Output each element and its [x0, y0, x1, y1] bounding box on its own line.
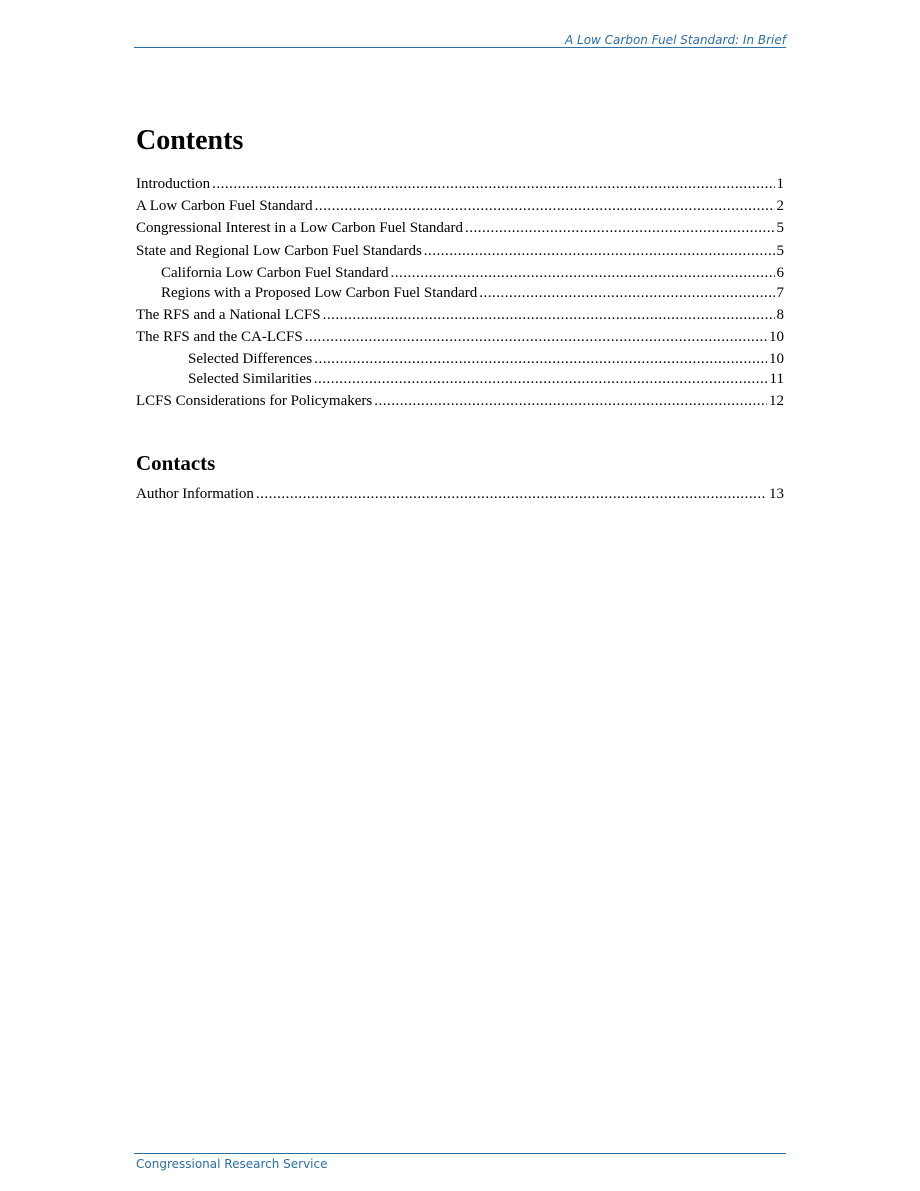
- contacts-heading: Contacts: [136, 451, 216, 475]
- toc-dot-leader: [323, 306, 775, 324]
- toc-entry-title: The RFS and a National LCFS: [136, 307, 321, 323]
- toc-entry-author-information[interactable]: [136, 485, 784, 503]
- toc-entry-page: 2: [776, 198, 784, 214]
- running-header: [134, 33, 786, 48]
- toc-entry-lcfs-considerations[interactable]: [136, 392, 784, 410]
- toc-entry-state-and-regional[interactable]: [136, 242, 784, 260]
- toc-entry-selected-differences[interactable]: [188, 350, 784, 368]
- toc-dot-leader: [256, 485, 767, 503]
- toc-entry-title: Author Information: [136, 486, 254, 502]
- toc-dot-leader: [424, 242, 775, 260]
- toc-entry-title: Regions with a Proposed Low Carbon Fuel Standard: [161, 285, 478, 301]
- toc-entry-page: 5: [776, 243, 784, 259]
- toc-entry-title: Selected Similarities: [188, 371, 312, 387]
- toc-entry-proposed-regions[interactable]: [161, 284, 784, 302]
- toc-entry-introduction[interactable]: [136, 175, 784, 193]
- toc-entry-page: 7: [776, 285, 784, 301]
- toc-entry-title: Congressional Interest in a Low Carbon Fuel Standard: [136, 220, 464, 236]
- running-footer: [134, 1153, 786, 1171]
- toc-entry-title: LCFS Considerations for Policymakers: [136, 393, 373, 409]
- toc-entry-rfs-ca-lcfs[interactable]: [136, 328, 784, 346]
- toc-dot-leader: [305, 328, 767, 346]
- toc-dot-leader: [479, 284, 774, 302]
- toc-dot-leader: [390, 264, 774, 282]
- toc-entry-page: 11: [769, 371, 784, 387]
- toc-entry-california-lcfs[interactable]: [161, 264, 784, 282]
- toc-dot-leader: [315, 197, 775, 215]
- toc-dot-leader: [465, 219, 774, 237]
- toc-dot-leader: [212, 175, 774, 193]
- toc-entry-page: 5: [776, 220, 784, 236]
- running-header-title: A Low Carbon Fuel Standard: In Brief: [564, 33, 786, 47]
- toc-dot-leader: [314, 370, 768, 388]
- contents-heading: Contents: [136, 125, 244, 156]
- footer-organization: Congressional Research Service: [136, 1157, 328, 1171]
- toc-dot-leader: [314, 350, 767, 368]
- toc-entry-page: 10: [769, 351, 784, 367]
- toc-entry-rfs-national-lcfs[interactable]: [136, 306, 784, 324]
- toc-entry-low-carbon-fuel-standard[interactable]: [136, 197, 784, 215]
- toc-entry-page: 12: [769, 393, 784, 409]
- toc-entry-page: 6: [776, 265, 784, 281]
- toc-entry-title: Selected Differences: [188, 351, 313, 367]
- toc-entry-page: 13: [769, 486, 784, 502]
- toc-entry-congressional-interest[interactable]: [136, 219, 784, 237]
- toc-entry-page: 10: [769, 329, 784, 345]
- toc-entry-title: State and Regional Low Carbon Fuel Standards: [136, 243, 422, 259]
- toc-entry-title: The RFS and the CA-LCFS: [136, 329, 303, 345]
- toc-dot-leader: [374, 392, 767, 410]
- toc-entry-title: A Low Carbon Fuel Standard: [136, 198, 313, 214]
- toc-entry-page: 1: [776, 176, 784, 192]
- toc-entry-page: 8: [776, 307, 784, 323]
- toc-entry-title: Introduction: [136, 176, 211, 192]
- toc-entry-selected-similarities[interactable]: [188, 370, 784, 388]
- toc-entry-title: California Low Carbon Fuel Standard: [161, 265, 389, 281]
